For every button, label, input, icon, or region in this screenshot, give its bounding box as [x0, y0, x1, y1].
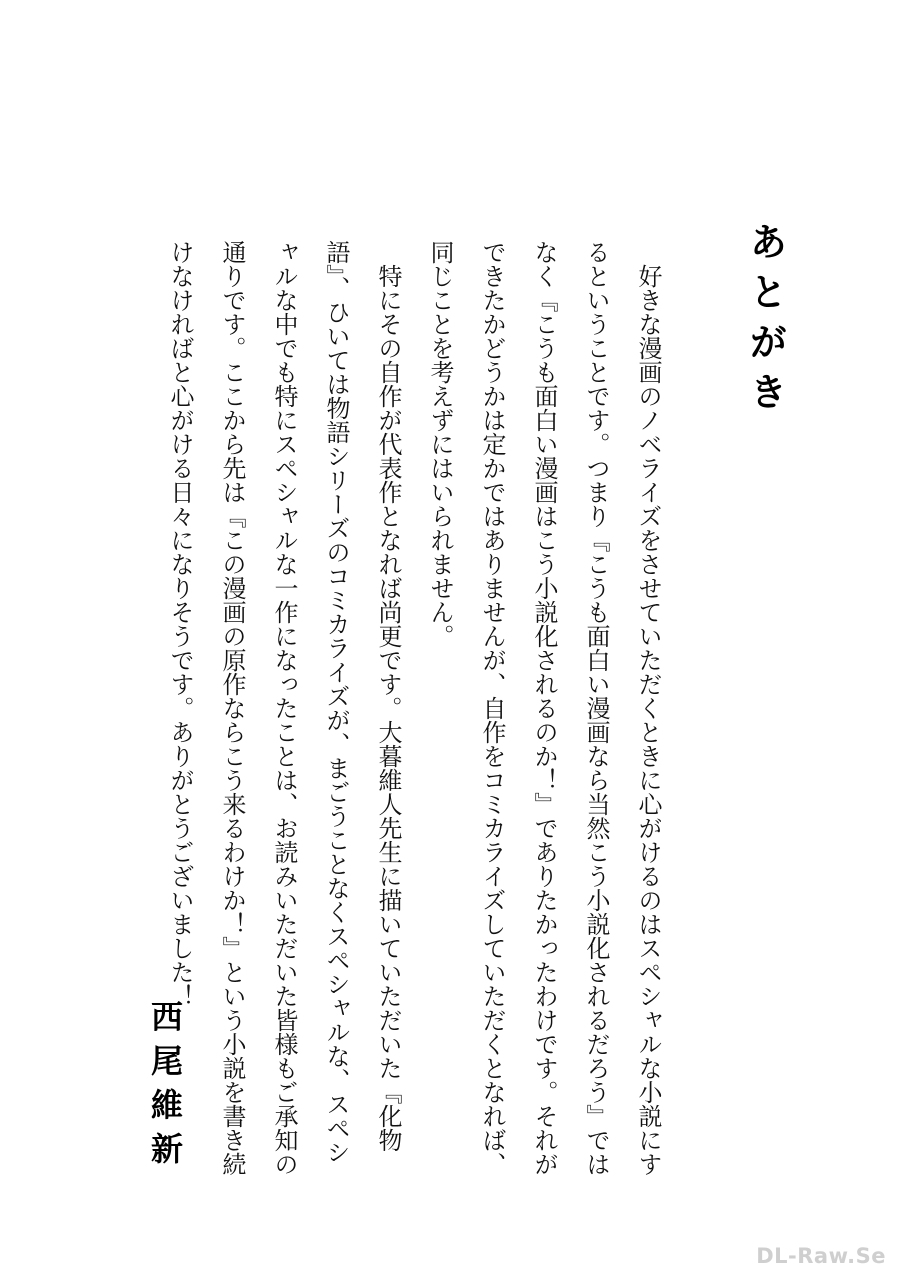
watermark-text: DL-Raw.Se — [756, 1244, 886, 1268]
author-signature: 西尾維新 — [146, 1000, 184, 1176]
afterword-body — [166, 240, 674, 1180]
body-paragraph: 特にその自作が代表作となれば尚更です。大暮維人先生に描いていただいた『化物語』、ひいては物語シリーズのコミカライズが、まごうことなくスペシャルな、スペシャルな中でも特にスペシャルな一作になったことは、お読みいただいた皆様もご承知の通りです。ここから先は『この漫画の原作ならこう来るわけか！』という小説を書き続けなければと心がける日々になりそうです。ありがとうございました！ — [166, 240, 402, 1176]
body-paragraph: 好きな漫画のノベライズをさせていただくときに心がけるのはスペシャルな小説にするということです。つまり『こうも面白い漫画なら当然こう小説化されるだろう』ではなく『こうも面白い漫画はこう小説化されるのか！』でありたかったわけです。それができたかどうかは定かではありませんが、自作をコミカライズしていただくとなれば、同じことを考えずにはいられません。 — [426, 240, 662, 1176]
afterword-title: あとがき — [743, 222, 787, 422]
